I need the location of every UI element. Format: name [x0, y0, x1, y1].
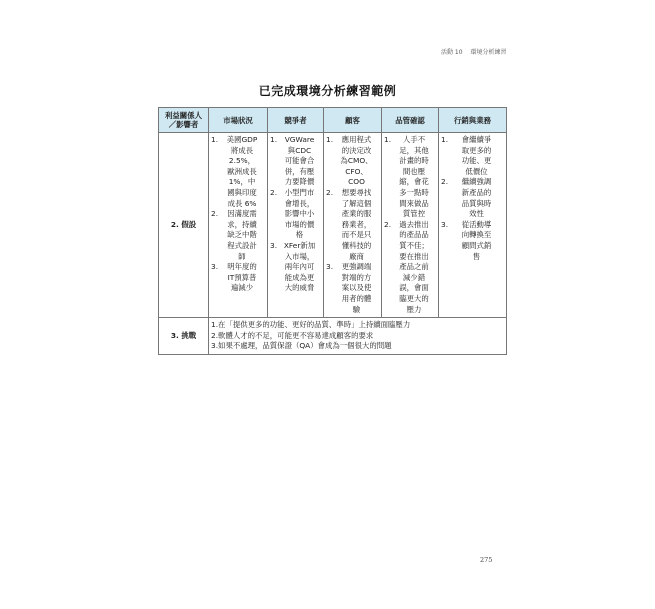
- assumption-cell: [439, 133, 507, 318]
- item-text: 更強調端 對端的方 案以及使 用者的體 驗: [341, 262, 372, 314]
- page-title: 已完成環境分析練習範例: [258, 84, 397, 98]
- item-text: 人手不 足，其他 計畫的時 間也壓 縮，會花 多一點時 間來做品 質管控: [399, 135, 429, 219]
- item-text: XFer新加 入市場， 兩年內可 能成為更 大的威脅: [283, 240, 316, 293]
- list-item: [441, 135, 504, 177]
- running-header-title: 環境分析練習: [470, 49, 507, 56]
- assumptions-row: [159, 133, 507, 318]
- item-text: 美國GDP 將成長 2.5%， 歐洲成長 1%，中 國與印度 成長 6%: [226, 135, 258, 208]
- item-number: 3.: [441, 219, 449, 229]
- item-number: 1.: [270, 135, 278, 144]
- column-header: 市場狀況: [209, 108, 268, 133]
- row-label-assumptions: 2. 假設: [159, 133, 209, 318]
- item-text: 繼續強調 新產品的 品質與時 效性: [461, 177, 492, 219]
- challenge-line: 1.在「提供更多的功能、更好的品質、準時」上持續面臨壓力: [211, 320, 411, 330]
- assumption-cell: [382, 133, 439, 318]
- list-item: [384, 220, 436, 315]
- list-item: [270, 241, 321, 294]
- table-header-row: [159, 108, 507, 133]
- list-item: [326, 262, 379, 315]
- item-text: 會繼續爭 取更多的 功能、更 低價位: [461, 135, 492, 176]
- item-text: VGWare 與CDC 可能會合 併，有壓 力要降價: [284, 135, 315, 187]
- running-header-activity: 活動 10: [441, 49, 463, 56]
- item-number: 2.: [384, 219, 392, 229]
- item-text: 從活動導 向轉換至 顧問式銷 售: [461, 219, 492, 261]
- list-item: [211, 262, 265, 294]
- list-item: [441, 220, 504, 262]
- running-header: [441, 47, 512, 56]
- list-item: [326, 135, 379, 188]
- column-header: 品管確認: [382, 108, 439, 133]
- item-text: 明年度的 IT預算普 遍減少: [227, 262, 257, 293]
- item-number: 1.: [211, 135, 219, 144]
- row-label-challenges: 3. 挑戰: [159, 318, 209, 355]
- item-number: 3.: [326, 262, 334, 272]
- item-number: 2.: [441, 177, 449, 187]
- assumption-cell: [209, 133, 268, 318]
- list-item: [270, 135, 321, 188]
- item-number: 3.: [211, 262, 219, 272]
- challenges-row: [159, 318, 507, 355]
- item-number: 2.: [326, 187, 334, 197]
- list-item: [384, 135, 436, 220]
- item-number: 1.: [326, 135, 334, 144]
- item-number: 3.: [270, 240, 278, 250]
- item-number: 2.: [270, 187, 278, 197]
- item-text: 應用程式 的決定改 為CMO、 CFO、 COO: [340, 135, 373, 187]
- item-text: 小型門市 會增長， 影響中小 市場的價 格: [284, 187, 315, 240]
- page-number: 275: [480, 556, 493, 564]
- challenge-line: 2.軟體人才的不足，可能更不容易達成顧客的要求: [211, 330, 374, 340]
- item-text: 想要尋找 了解這個 產業的服 務業者， 而不是只 懂科技的 廠商: [341, 187, 372, 261]
- list-item: [326, 188, 379, 262]
- list-item: [211, 209, 265, 262]
- item-number: 1.: [441, 135, 449, 144]
- challenges-cell: [209, 318, 507, 355]
- column-header: 競爭者: [268, 108, 324, 133]
- list-item: [441, 177, 504, 219]
- challenge-line: 3.如果不處理，品質保證（QA）會成為一個很大的問題: [211, 341, 392, 351]
- item-number: 1.: [384, 135, 392, 144]
- column-header: 利益關係人 ／影響者: [159, 108, 209, 133]
- assumption-cell: [324, 133, 382, 318]
- column-header: 顧客: [324, 108, 382, 133]
- list-item: [270, 188, 321, 241]
- environment-analysis-table: [158, 107, 507, 355]
- item-number: 2.: [211, 209, 219, 219]
- list-item: [211, 135, 265, 209]
- item-text: 因滿度需 求，持續 缺乏中階 程式設計 師: [227, 209, 257, 261]
- assumption-cell: [268, 133, 324, 318]
- column-header: 行銷與業務: [439, 108, 507, 133]
- item-text: 過去推出 的產品品 質不佳； 要在推出 產品之前 減少錯 誤，會面 臨更大的 壓力: [399, 219, 429, 314]
